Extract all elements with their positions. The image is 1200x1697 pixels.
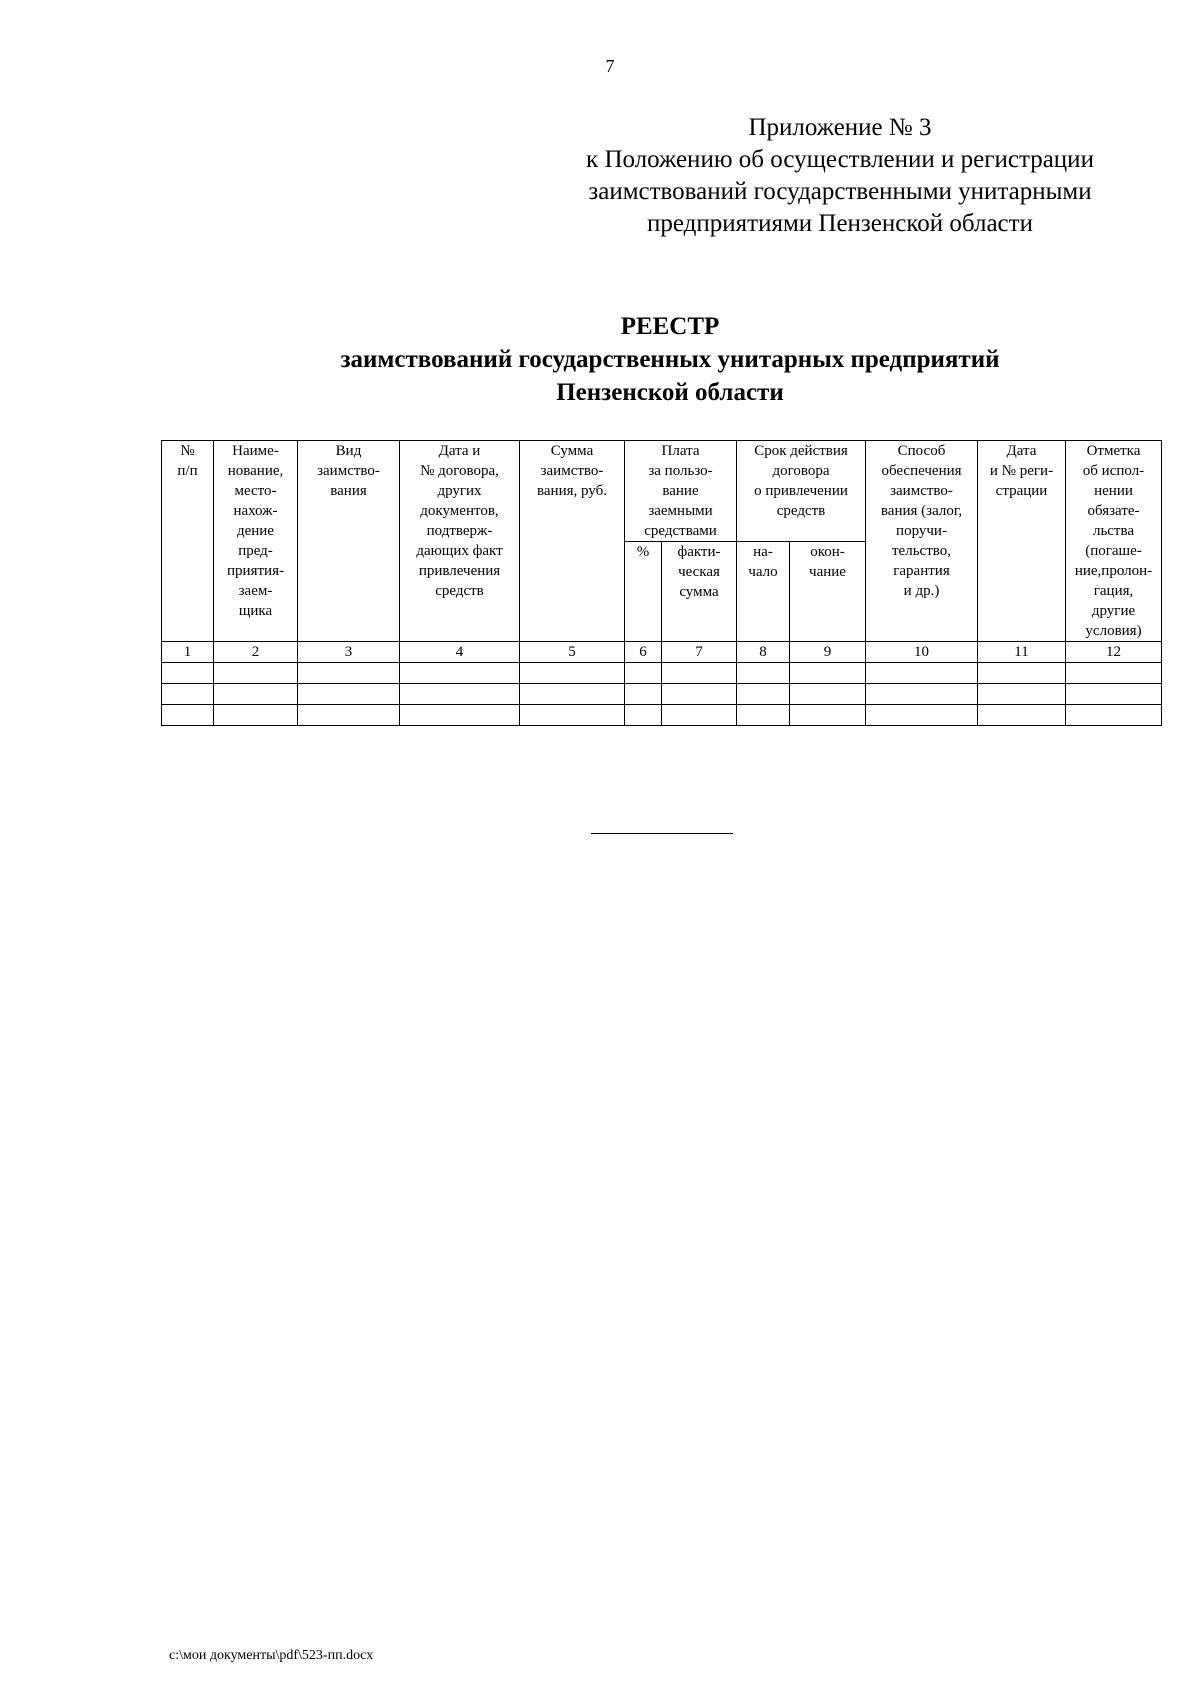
column-number-cell: 2 bbox=[214, 642, 298, 663]
table-cell bbox=[400, 684, 520, 705]
appendix-heading bbox=[540, 112, 1140, 240]
column-number-cell: 7 bbox=[662, 642, 737, 663]
header-cell-end: окон- чание bbox=[790, 542, 866, 642]
table-cell bbox=[662, 705, 737, 726]
title-line: заимствований государственных унитарных предприятий bbox=[340, 346, 1000, 373]
header-cell-term-group: Срок действия договора о привлечении средств bbox=[737, 441, 866, 542]
header-cell-actual-amount: факти- ческая сумма bbox=[662, 542, 737, 642]
table-cell bbox=[737, 663, 790, 684]
appendix-line: Приложение № 3 bbox=[748, 114, 932, 141]
table-cell bbox=[625, 705, 662, 726]
table-cell bbox=[1066, 663, 1162, 684]
table-row bbox=[162, 684, 1162, 705]
table-cell bbox=[662, 684, 737, 705]
header-cell-fee-group: Плата за пользо- вание заемными средствами bbox=[625, 441, 737, 542]
table-cell bbox=[790, 663, 866, 684]
header-cell-number: № п/п bbox=[162, 441, 214, 642]
table-cell bbox=[978, 684, 1066, 705]
table-cell bbox=[866, 705, 978, 726]
title-line: Пензенской области bbox=[556, 379, 784, 406]
header-cell-fulfilment-mark: Отметка об испол- нении обязате- льства (погаше- ние,пролон- гация, другие условия) bbox=[1066, 441, 1162, 642]
column-number-cell: 5 bbox=[520, 642, 625, 663]
column-number-cell: 6 bbox=[625, 642, 662, 663]
column-number-cell: 9 bbox=[790, 642, 866, 663]
header-cell-enterprise-name: Наиме- нование, место- нахож- дение пред- приятия- заем- щика bbox=[214, 441, 298, 642]
closing-divider bbox=[591, 833, 733, 834]
table-row bbox=[162, 705, 1162, 726]
header-cell-registration: Дата и № реги- страции bbox=[978, 441, 1066, 642]
table-cell bbox=[978, 663, 1066, 684]
appendix-line: предприятиями Пензенской области bbox=[647, 210, 1033, 237]
table-cell bbox=[162, 663, 214, 684]
column-number-cell: 8 bbox=[737, 642, 790, 663]
table-cell bbox=[298, 684, 400, 705]
table-cell bbox=[1066, 705, 1162, 726]
table-cell bbox=[214, 663, 298, 684]
table-cell bbox=[866, 684, 978, 705]
document-title bbox=[160, 310, 1180, 409]
header-cell-percent: % bbox=[625, 542, 662, 642]
table-cell bbox=[520, 684, 625, 705]
column-number-cell: 10 bbox=[866, 642, 978, 663]
table-cell bbox=[790, 684, 866, 705]
table-cell bbox=[162, 705, 214, 726]
table-cell bbox=[662, 663, 737, 684]
table-cell bbox=[214, 705, 298, 726]
table-cell bbox=[214, 684, 298, 705]
table-cell bbox=[866, 663, 978, 684]
table-cell bbox=[400, 663, 520, 684]
registry-table bbox=[161, 440, 1162, 726]
table-header-row bbox=[162, 441, 1162, 542]
header-cell-start: на- чало bbox=[737, 542, 790, 642]
column-number-cell: 3 bbox=[298, 642, 400, 663]
page-number: 7 bbox=[605, 56, 615, 76]
column-number-row bbox=[162, 642, 1162, 663]
table-cell bbox=[298, 705, 400, 726]
table-cell bbox=[737, 705, 790, 726]
table-cell bbox=[162, 684, 214, 705]
column-number-cell: 4 bbox=[400, 642, 520, 663]
appendix-line: заимствований государственными унитарными bbox=[588, 178, 1092, 205]
table-cell bbox=[978, 705, 1066, 726]
table-cell bbox=[625, 663, 662, 684]
table-cell bbox=[1066, 684, 1162, 705]
table-cell bbox=[520, 663, 625, 684]
table-cell bbox=[298, 663, 400, 684]
header-cell-contract-date: Дата и № договора, других документов, подтверж- дающих факт привлечения средств bbox=[400, 441, 520, 642]
column-number-cell: 12 bbox=[1066, 642, 1162, 663]
table-cell bbox=[520, 705, 625, 726]
table-cell bbox=[625, 684, 662, 705]
table-cell bbox=[790, 705, 866, 726]
table-row bbox=[162, 663, 1162, 684]
column-number-cell: 1 bbox=[162, 642, 214, 663]
header-cell-borrowing-type: Вид заимство- вания bbox=[298, 441, 400, 642]
column-number-cell: 11 bbox=[978, 642, 1066, 663]
title-line: РЕЕСТР bbox=[620, 313, 720, 340]
table-cell bbox=[400, 705, 520, 726]
footer-file-path: c:\мои документы\pdf\523-пп.docx bbox=[169, 1648, 374, 1663]
header-cell-borrowing-amount: Сумма заимство- вания, руб. bbox=[520, 441, 625, 642]
appendix-line: к Положению об осуществлении и регистрации bbox=[586, 146, 1094, 173]
table-cell bbox=[737, 684, 790, 705]
header-cell-security-method: Способ обеспечения заимство- вания (залог, поручи- тельство, гарантия и др.) bbox=[866, 441, 978, 642]
